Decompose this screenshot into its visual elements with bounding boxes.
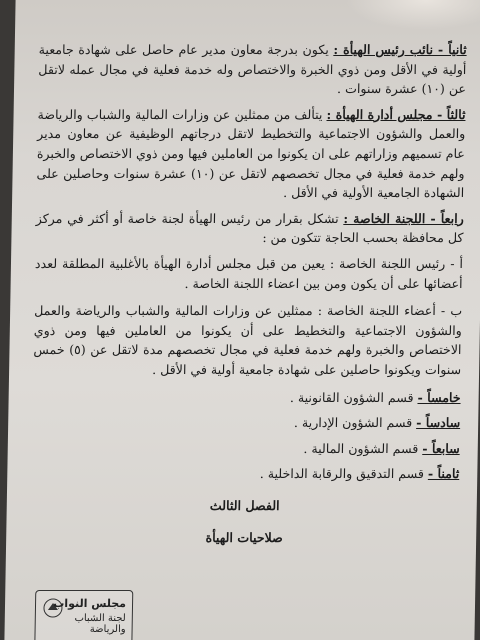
chapter-title: صلاحيات الهيأة <box>205 530 283 546</box>
section-6-text: قسم الشؤون الإدارية . <box>293 415 413 431</box>
stamp-line-2: لجنة الشباب والرياضة <box>74 613 126 635</box>
section-4 <box>35 209 464 248</box>
stamp-line-1: مجلس النواب <box>53 597 127 610</box>
section-3-text: يتألف من ممثلين عن وزارات المالية والشباب والرياضة والعمل والشؤون الاجتماعية والتخطيط لاتقل درجاتهم الوظيفية عن معاون مدير عام تسميهم وزاراتهم على ان يكونوا من العاملين فيها ومن ذوي الاختصاص والخبرة ولهم خدمة فعلية في مجال تخصصهم لاتقل عن (١٠) عشرة سنوات وحاصلين على الشهادة الجامعية الأولية في الأقل . <box>36 106 466 201</box>
section-7 <box>32 439 460 459</box>
section-4-text: تشكل بقرار من رئيس الهيأة لجنة خاصة أو أكثر في مركز كل محافظة بحسب الحاجة تتكون من : <box>35 210 464 246</box>
section-6 <box>32 413 460 433</box>
chapter-heading: الفصل الثالث <box>209 497 280 513</box>
section-4-b: ب - أعضاء اللجنة الخاصة : ممثلين عن وزارات المالية والشباب والرياضة والعمل والشؤون الاجتماعية والتخطيط على أن يكونوا من العاملين فيها ومن ذوي الاختصاص والخبرة ولهم خدمة فعلية في مجال تخصصهم مدة لاتقل عن (٥) خمس سنوات ويكونوا حاصلين على شهادة جامعية أولية في الأقل . <box>33 303 463 377</box>
section-3 <box>36 105 466 203</box>
section-5 <box>32 388 460 408</box>
section-2-text: يكون بدرجة معاون مدير عام حاصل على شهادة جامعية أولية في الأقل ومن ذوي الخبرة والاختصاص وله خدمة فعلية في مجال عمله لاتقل عن (١٠) عشرة سنوات . <box>38 42 467 97</box>
section-7-label: سابعاً - <box>422 440 460 456</box>
section-2 <box>38 40 467 99</box>
section-2-label: ثانياً - نائب رئيس الهيأة : <box>333 42 467 57</box>
section-5-label: خامساً - <box>417 389 461 405</box>
document-body <box>30 40 467 560</box>
light-glare <box>345 0 480 30</box>
section-8 <box>31 464 459 484</box>
section-6-label: سادساً - <box>416 415 461 431</box>
section-8-text: قسم التدقيق والرقابة الداخلية . <box>259 466 425 482</box>
section-5-text: قسم الشؤون القانونية . <box>289 389 414 405</box>
section-3-label: ثالثاً - مجلس أدارة الهيأة : <box>326 106 466 122</box>
official-stamp <box>34 590 133 640</box>
section-4-a: أ - رئيس اللجنة الخاصة : يعين من قبل مجلس أدارة الهيأة بالأغلبية المطلقة لعدد أعضائها على أن يكون ومن بين اعضاء اللجنة الخاصة . <box>34 255 464 291</box>
document-page <box>4 0 480 640</box>
section-4-label: رابعاً - اللجنة الخاصة : <box>343 210 464 226</box>
section-8-label: ثامناً - <box>427 466 460 482</box>
section-7-text: قسم الشؤون المالية . <box>303 440 419 456</box>
